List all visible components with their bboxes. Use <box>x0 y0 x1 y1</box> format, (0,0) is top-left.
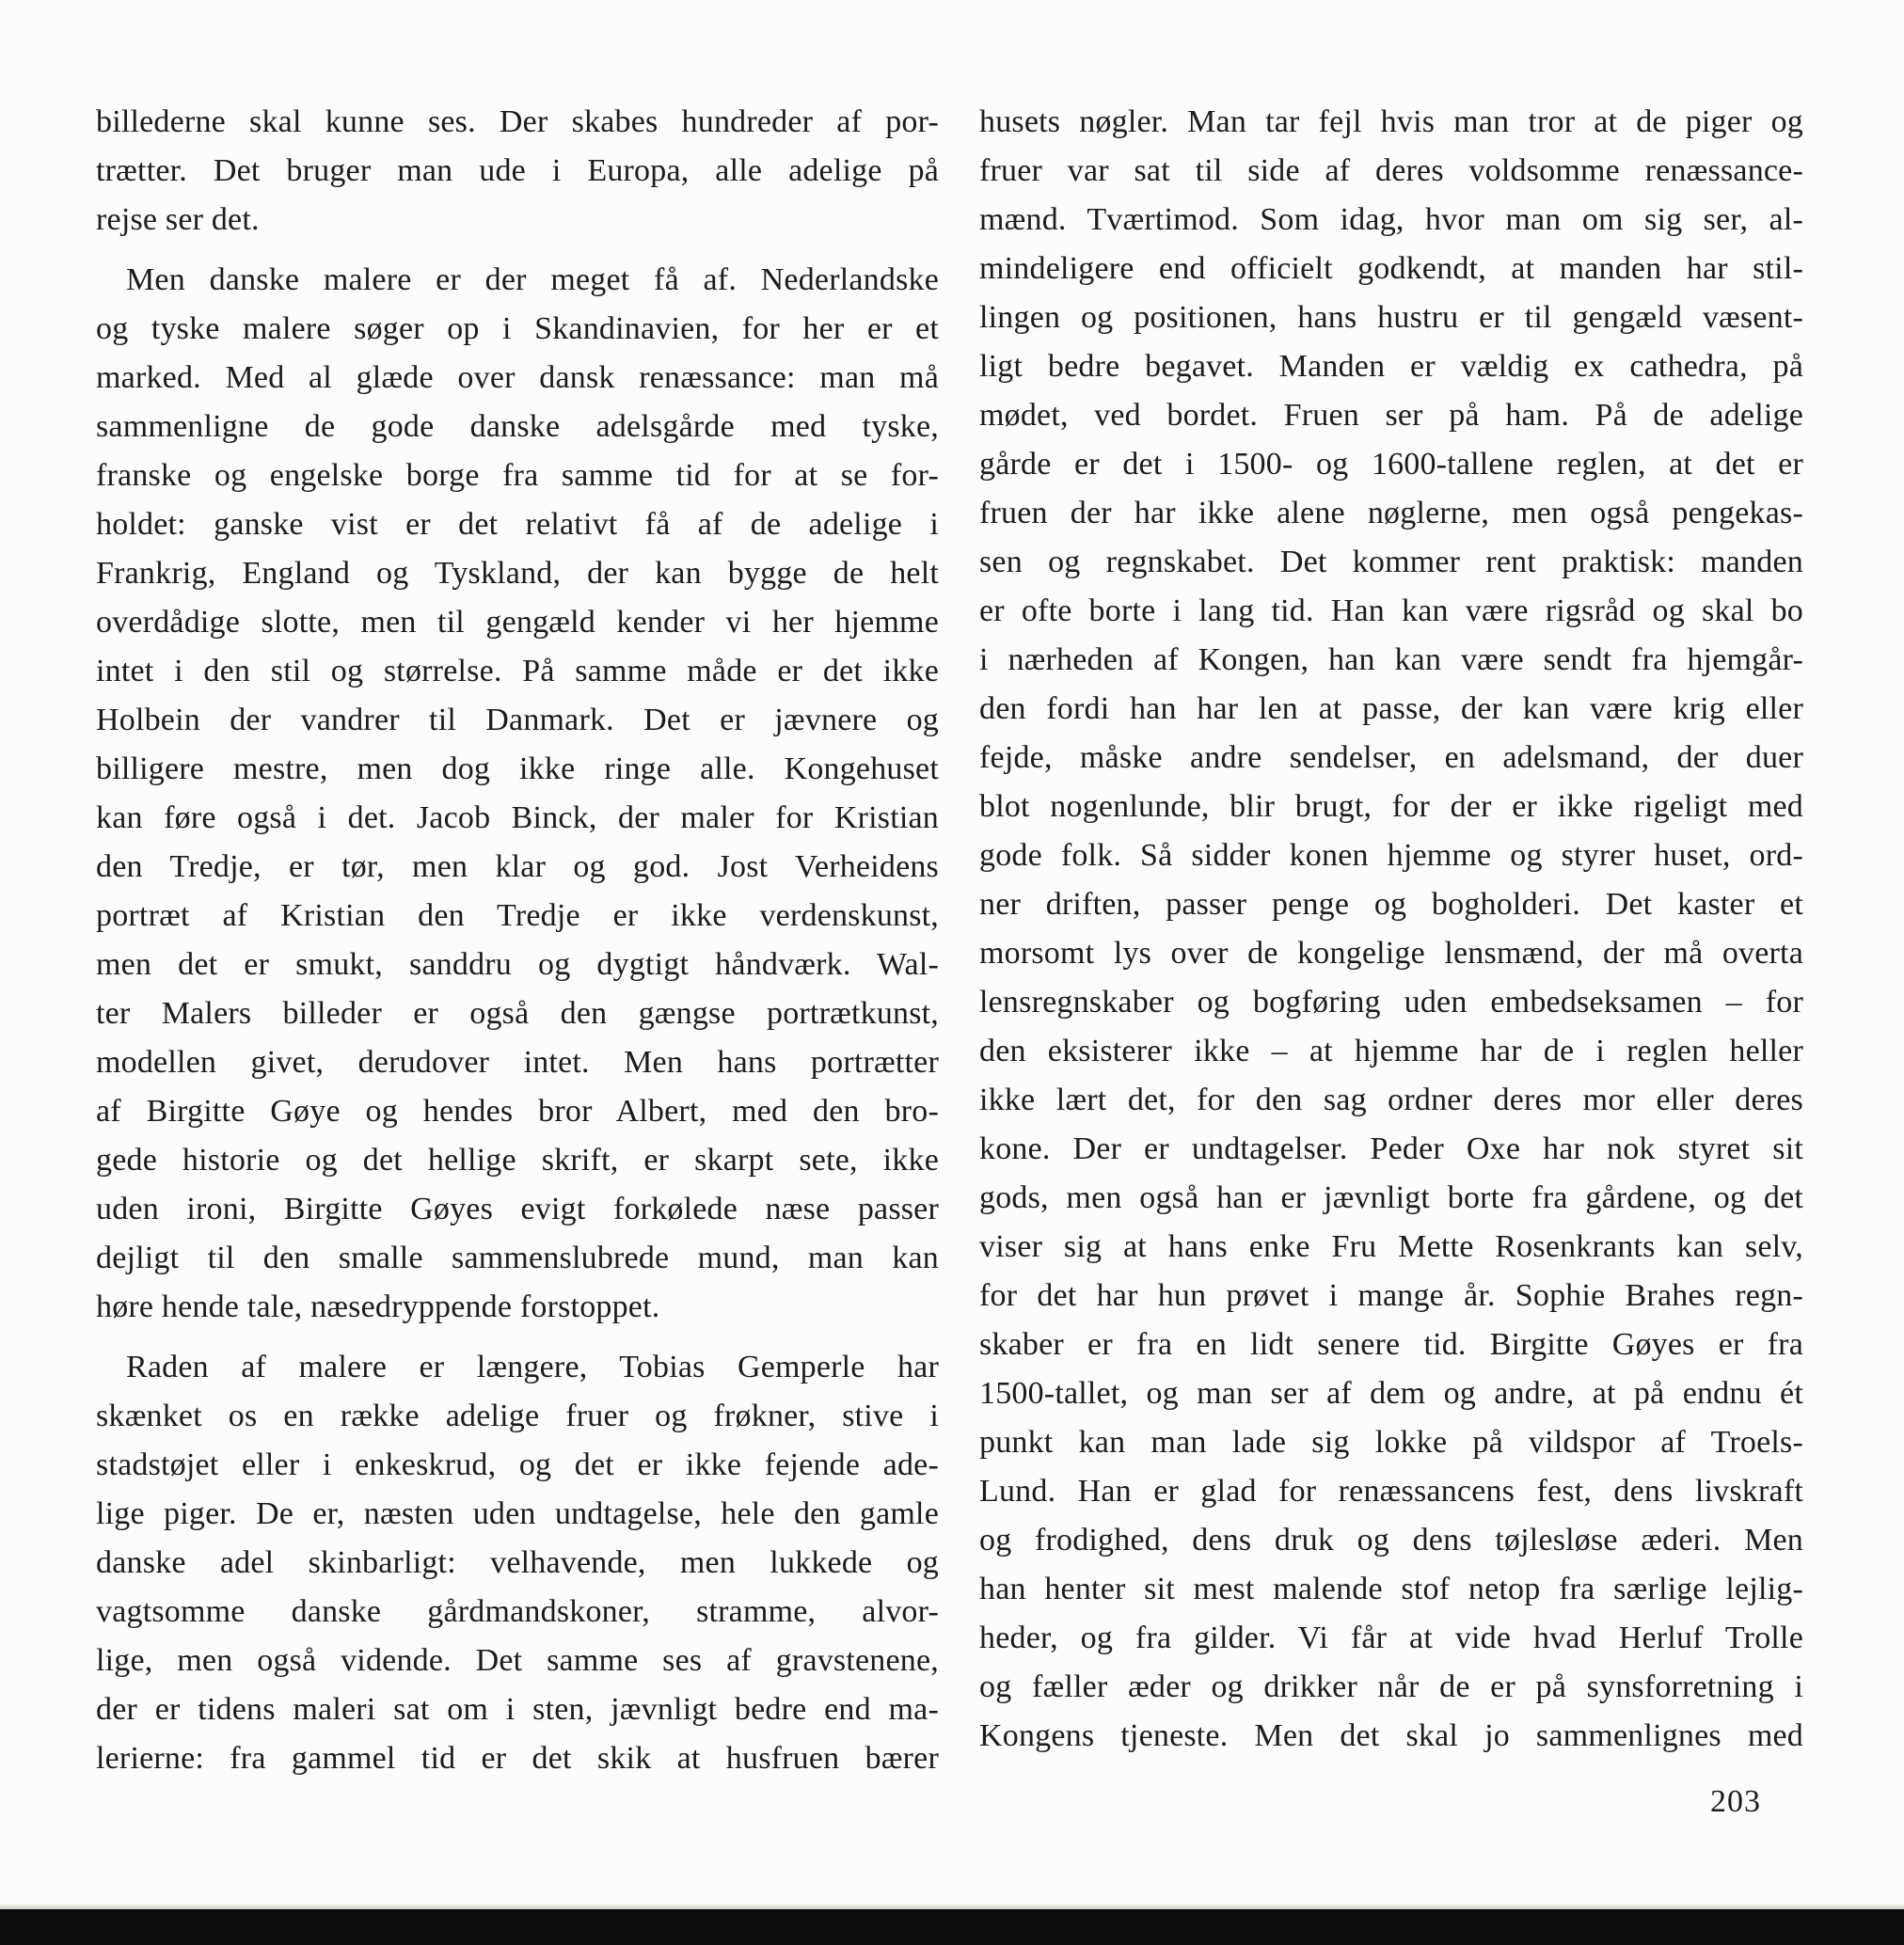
text-line: vagtsomme danske gårdmandskoner, stramme, alvor- <box>96 1594 939 1629</box>
text-line: han henter sit mest malende stof netop fra særlige lejlig- <box>979 1572 1803 1606</box>
text-line: rejse ser det. <box>96 202 260 237</box>
text-line: stadstøjet eller i enkeskrud, og det er ikke fejende ade- <box>96 1447 939 1482</box>
text-line: portræt af Kristian den Tredje er ikke verdenskunst, <box>96 898 939 933</box>
text-line: lige piger. De er, næsten uden undtagelse, hele den gamle <box>96 1496 939 1531</box>
text-line: er ofte borte i lang tid. Han kan være rigsråd og skal bo <box>979 593 1803 628</box>
text-line: den Tredje, er tør, men klar og god. Jost Verheidens <box>96 849 939 884</box>
text-line: billederne skal kunne ses. Der skabes hundreder af por- <box>96 104 939 139</box>
text-line: 1500-tallet, og man ser af dem og andre, at på endnu ét <box>979 1376 1803 1411</box>
text-line: og fæller æder og drikker når de er på synsforretning i <box>979 1669 1803 1704</box>
scan-bottom-border <box>0 1909 1904 1945</box>
text-line: overdådige slotte, men til gengæld kender vi her hjemme <box>96 605 939 640</box>
text-line: gede historie og det hellige skrift, er skarpt sete, ikke <box>96 1143 939 1178</box>
paragraph <box>979 98 1803 1761</box>
text-line: ligt bedre begavet. Manden er vældig ex cathedra, på <box>979 349 1803 384</box>
paragraph <box>96 256 939 1332</box>
text-line: ner driften, passer penge og bogholderi. Det kaster et <box>979 887 1803 922</box>
text-line: skænket os en række adelige fruer og frøkner, stive i <box>96 1399 939 1433</box>
text-line: blot nogenlunde, blir brugt, for der er ikke rigeligt med <box>979 789 1803 824</box>
text-line: viser sig at hans enke Fru Mette Rosenkrants kan selv, <box>979 1229 1803 1264</box>
paragraph <box>96 1343 939 1783</box>
text-line: Men danske malere er der meget få af. Nederlandske <box>126 262 939 297</box>
text-line: lingen og positionen, hans hustru er til gengæld væsent- <box>979 300 1803 335</box>
right-text-column <box>979 98 1803 1761</box>
text-line: og tyske malere søger op i Skandinavien, for her er et <box>96 311 939 346</box>
text-line: for det har hun prøvet i mange år. Sophie Brahes regn- <box>979 1278 1803 1313</box>
text-line: der er tidens maleri sat om i sten, jævnligt bedre end ma- <box>96 1692 939 1727</box>
text-line: lensregnskaber og bogføring uden embedseksamen – for <box>979 985 1803 1020</box>
text-line: heder, og fra gilder. Vi får at vide hvad Herluf Trolle <box>979 1621 1803 1655</box>
text-line: morsomt lys over de kongelige lensmænd, der må overta <box>979 936 1803 971</box>
text-line: skaber er fra en lidt senere tid. Birgitte Gøyes er fra <box>979 1327 1803 1362</box>
text-line: høre hende tale, næsedryppende forstoppet. <box>96 1289 660 1324</box>
text-line: punkt kan man lade sig lokke på vildspor af Troels- <box>979 1425 1803 1460</box>
text-line: sammenligne de gode danske adelsgårde med tyske, <box>96 409 939 444</box>
text-line: men det er smukt, sanddru og dygtigt håndværk. Wal- <box>96 947 939 982</box>
text-line: gods, men også han er jævnligt borte fra gårdene, og det <box>979 1180 1803 1215</box>
page-number: 203 <box>1710 1784 1761 1819</box>
text-line: i nærheden af Kongen, han kan være sendt fra hjemgår- <box>979 642 1803 677</box>
text-line: Raden af malere er længere, Tobias Gemperle har <box>126 1350 939 1384</box>
text-line: Lund. Han er glad for renæssancens fest, dens livskraft <box>979 1474 1803 1509</box>
text-line: marked. Med al glæde over dansk renæssance: man må <box>96 360 939 395</box>
text-line: uden ironi, Birgitte Gøyes evigt forkølede næse passer <box>96 1192 939 1226</box>
text-line: Kongens tjeneste. Men det skal jo sammenlignes med <box>979 1718 1803 1753</box>
text-line: fejde, måske andre sendelser, en adelsmand, der duer <box>979 740 1803 775</box>
text-line: modellen givet, derudover intet. Men hans portrætter <box>96 1045 939 1080</box>
text-line: billigere mestre, men dog ikke ringe alle. Kongehuset <box>96 751 939 786</box>
text-line: holdet: ganske vist er det relativt få af de adelige i <box>96 507 939 542</box>
left-text-column <box>96 98 939 1783</box>
text-line: mænd. Tværtimod. Som idag, hvor man om sig ser, al- <box>979 202 1803 237</box>
text-line: kone. Der er undtagelser. Peder Oxe har nok styret sit <box>979 1131 1803 1166</box>
text-line: husets nøgler. Man tar fejl hvis man tror at de piger og <box>979 104 1803 139</box>
text-line: franske og engelske borge fra samme tid for at se for- <box>96 458 939 493</box>
text-line: gårde er det i 1500- og 1600-tallene reglen, at det er <box>979 447 1803 482</box>
text-line: fruer var sat til side af deres voldsomme renæssance- <box>979 153 1803 188</box>
text-line: intet i den stil og størrelse. På samme måde er det ikke <box>96 654 939 688</box>
text-line: og frodighed, dens druk og dens tøjlesløse æderi. Men <box>979 1523 1803 1558</box>
text-line: fruen der har ikke alene nøglerne, men også pengekas- <box>979 496 1803 530</box>
text-line: mindeligere end officielt godkendt, at manden har stil- <box>979 251 1803 286</box>
text-line: af Birgitte Gøye og hendes bror Albert, med den bro- <box>96 1094 939 1129</box>
text-line: danske adel skinbarligt: velhavende, men lukkede og <box>96 1545 939 1580</box>
text-line: gode folk. Så sidder konen hjemme og styrer huset, ord- <box>979 838 1803 873</box>
text-line: Holbein der vandrer til Danmark. Det er jævnere og <box>96 703 939 737</box>
text-line: kan føre også i det. Jacob Binck, der maler for Kristian <box>96 800 939 835</box>
text-line: den eksisterer ikke – at hjemme har de i reglen heller <box>979 1034 1803 1068</box>
paragraph <box>96 98 939 245</box>
text-line: ikke lært det, for den sag ordner deres mor eller deres <box>979 1083 1803 1117</box>
text-line: dejligt til den smalle sammenslubrede mund, man kan <box>96 1241 939 1275</box>
text-line: Frankrig, England og Tyskland, der kan bygge de helt <box>96 556 939 591</box>
text-line: sen og regnskabet. Det kommer rent praktisk: manden <box>979 545 1803 579</box>
text-line: lige, men også vidende. Det samme ses af gravstenene, <box>96 1643 939 1678</box>
text-line: trætter. Det bruger man ude i Europa, alle adelige på <box>96 153 939 188</box>
text-line: den fordi han har len at passe, der kan være krig eller <box>979 691 1803 726</box>
text-line: lerierne: fra gammel tid er det skik at husfruen bærer <box>96 1741 939 1776</box>
text-line: ter Malers billeder er også den gængse portrætkunst, <box>96 996 939 1031</box>
text-line: mødet, ved bordet. Fruen ser på ham. På de adelige <box>979 398 1803 433</box>
